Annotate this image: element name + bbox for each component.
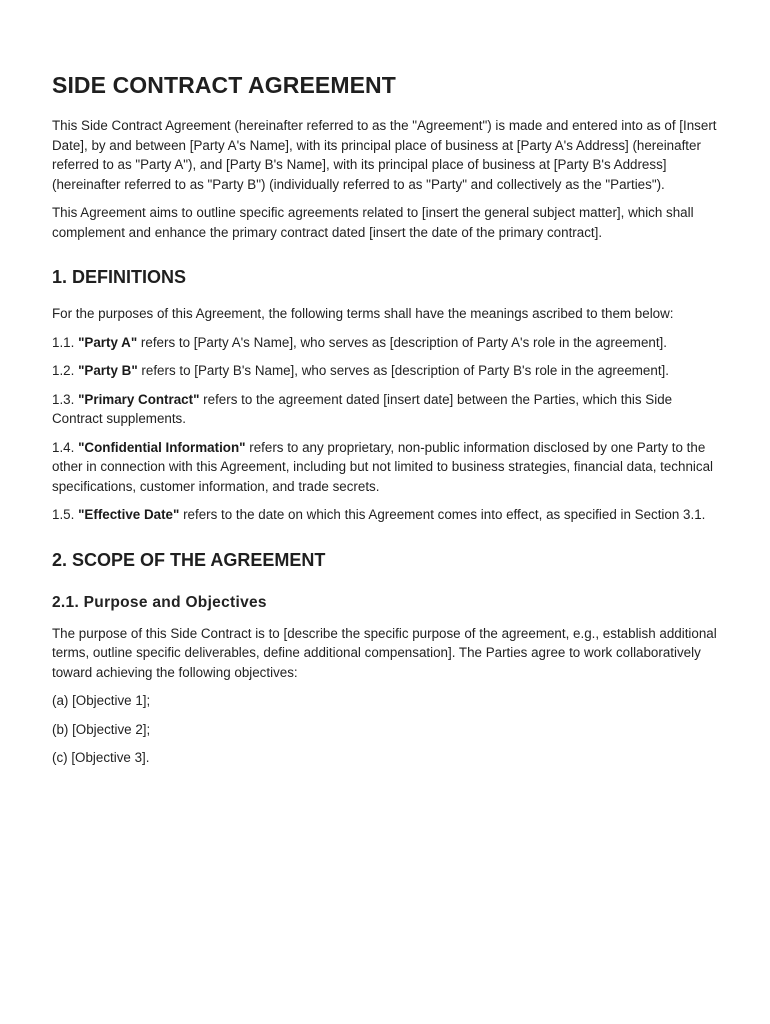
intro-paragraph-1: This Side Contract Agreement (hereinafter referred to as the "Agreement") is made and entered into as of [Insert Date], by and between [Party A's Name], with its principal place of business at [Party A's Address] (hereinafter referred to as "Party A"), and [Party B's Name], with its principal place of business at [Party B's Address] (hereinafter referred to as "Party B") (individually referred to as "Party" and collectively as the "Parties").: [52, 118, 717, 192]
definition-number: 1.3.: [52, 391, 75, 407]
definition-text: refers to any proprietary, non-public information disclosed by one Party to the other in connection with this Agreement, including but not limited to business strategies, financial data, technical specifications, customer information, and trade secrets.: [52, 439, 713, 494]
definition-text: refers to the agreement dated [insert date] between the Parties, which this Side Contract supplements.: [52, 391, 673, 426]
definition-item: [52, 361, 720, 381]
purpose-paragraph: The purpose of this Side Contract is to [describe the specific purpose of the agreement, e.g., establish additional terms, outline specific deliverables, define additional compensation]. The Parties agree to work collaboratively toward achieving the following objectives:: [52, 625, 717, 680]
objective-item: (a) [Objective 1];: [52, 693, 151, 708]
definition-term: "Party A": [78, 334, 138, 350]
subsection-heading-purpose: 2.1. Purpose and Objectives: [52, 593, 267, 611]
definition-number: 1.4.: [52, 439, 75, 455]
definition-text: refers to [Party A's Name], who serves as [description of Party A's role in the agreement].: [140, 334, 667, 350]
document-title: SIDE CONTRACT AGREEMENT: [52, 72, 396, 98]
definitions-lead: For the purposes of this Agreement, the following terms shall have the meanings ascribed to them below:: [52, 306, 674, 321]
intro-paragraph-2: This Agreement aims to outline specific agreements related to [insert the general subject matter], which shall complement and enhance the primary contract dated [insert the date of the primary contract].: [52, 205, 694, 240]
definition-term: "Confidential Information": [78, 439, 246, 455]
definition-term: "Effective Date": [78, 507, 180, 522]
definition-text: refers to the date on which this Agreement comes into effect, as specified in Section 3.1.: [183, 507, 706, 522]
definition-item: [52, 438, 720, 497]
definition-number: 1.1.: [52, 334, 75, 350]
definition-term: "Party B": [78, 363, 138, 378]
definitions-list: [52, 333, 720, 525]
definition-item: [52, 505, 720, 525]
definition-term: "Primary Contract": [78, 391, 200, 407]
section-heading-definitions: 1. DEFINITIONS: [52, 267, 187, 287]
definition-item: [52, 390, 720, 429]
objective-item: (b) [Objective 2];: [52, 721, 151, 737]
definition-text: refers to [Party B's Name], who serves as [description of Party B's role in the agreement].: [141, 363, 669, 378]
objectives-list: [52, 691, 720, 768]
definition-item: [52, 333, 720, 353]
section-heading-scope: 2. SCOPE OF THE AGREEMENT: [52, 549, 326, 570]
document-page: [52, 70, 720, 777]
definition-number: 1.5.: [52, 507, 75, 522]
definition-number: 1.2.: [52, 363, 75, 378]
objective-item: (c) [Objective 3].: [52, 750, 150, 765]
